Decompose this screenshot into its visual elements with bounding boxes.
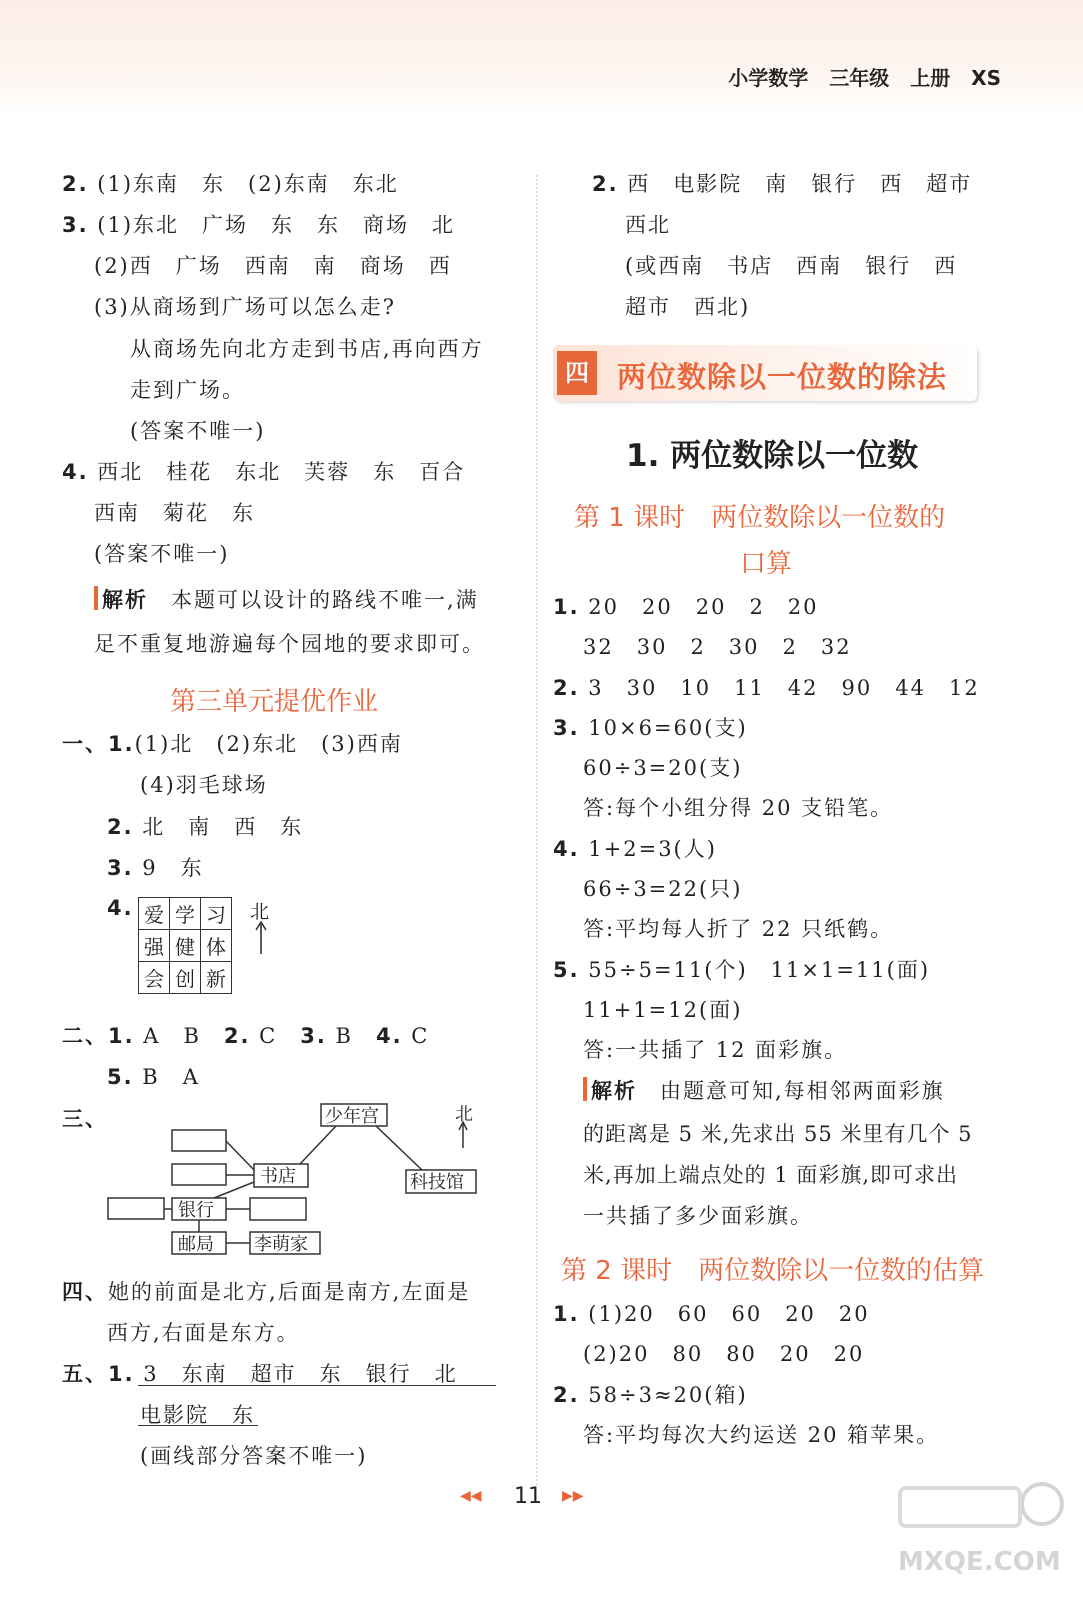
answer-line: 4. 西北 桂花 东北 芙蓉 东 百合: [62, 460, 466, 484]
answer-line: 西方,右面是东方。: [107, 1321, 300, 1345]
answer-line: 西北: [625, 213, 671, 237]
underline: [138, 1385, 496, 1386]
answer-line: 电影院 东: [140, 1403, 255, 1427]
route-map: [104, 1098, 494, 1258]
unit-title: 1. 两位数除以一位数: [626, 438, 919, 474]
answer-line: 答:平均每人折了 22 只纸鹤。: [583, 917, 894, 941]
header-edition: XS: [971, 66, 1001, 90]
answer-line: 5. B A: [107, 1065, 200, 1089]
answer-line: 二、1. A B 2. C 3. B 4. C: [62, 1024, 430, 1048]
answer-line: 超市 西北): [625, 295, 751, 319]
answer-line: 答:平均每次大约运送 20 箱苹果。: [583, 1423, 940, 1447]
lesson-title: 第 2 课时 两位数除以一位数的估算: [561, 1256, 985, 1286]
page-number: 11: [514, 1484, 542, 1509]
watermark-logo: [892, 1480, 1064, 1580]
analysis-line: 解析 本题可以设计的路线不唯一,满: [94, 584, 479, 614]
map-label-shaoniangong: 少年宫: [325, 1106, 379, 1127]
analysis-line: 一共插了多少面彩旗。: [583, 1204, 813, 1228]
answer-line: (3)从商场到广场可以怎么走?: [94, 295, 397, 319]
answer-note: (画线部分答案不唯一): [140, 1444, 368, 1468]
grid-cell: 新: [201, 962, 232, 994]
answer-line: 66÷3=22(只): [583, 877, 743, 901]
answer-line: 2. 3 30 10 11 42 90 44 12: [553, 676, 980, 700]
chapter-number: 四: [557, 351, 597, 395]
answer-line: 3. 9 东: [107, 856, 204, 880]
answer-line: 五、1. 3 东南 超市 东 银行 北: [62, 1362, 458, 1386]
grid-cell: 强: [139, 930, 170, 962]
next-arrow-icon: ▶▶: [562, 1488, 584, 1504]
map-label-yinhang: 银行: [178, 1200, 214, 1221]
answer-line: 3. 10×6=60(支): [553, 716, 748, 740]
header-volume: 上册: [910, 66, 951, 90]
grid-cell: 健: [170, 930, 201, 962]
analysis-line: 的距离是 5 米,先求出 55 米里有几个 5: [583, 1122, 973, 1146]
answer-line: 从商场先向北方走到书店,再向西方: [130, 337, 484, 361]
answer-line: 1. (1)20 60 60 20 20: [553, 1302, 870, 1326]
chapter-title: 两位数除以一位数的除法: [617, 360, 948, 394]
top-banner: [0, 0, 1083, 118]
answer-line: 2. 58÷3≈20(箱): [553, 1383, 748, 1407]
answer-line: 2. 北 南 西 东: [107, 815, 304, 839]
analysis-bar: [94, 586, 98, 610]
answer-line: 2. 西 电影院 南 银行 西 超市: [592, 172, 973, 196]
lesson-title-cont: 口算: [740, 549, 793, 579]
character-grid: [138, 897, 232, 994]
map-label-kejiguan: 科技馆: [410, 1172, 464, 1193]
answer-line: 5. 55÷5=11(个) 11×1=11(面): [553, 958, 931, 982]
answer-line: 11+1=12(面): [583, 998, 743, 1022]
analysis-label: 解析: [591, 1079, 637, 1103]
answer-line: 1. 20 20 20 2 20: [553, 595, 819, 619]
grid-cell: 创: [170, 962, 201, 994]
answer-line: 2. (1)东南 东 (2)东南 东北: [62, 172, 399, 196]
answer-line: 32 30 2 30 2 32: [583, 635, 852, 659]
analysis-line: 足不重复地游遍每个园地的要求即可。: [94, 632, 485, 656]
map-label-youju: 邮局: [178, 1234, 214, 1255]
question-number: 4.: [107, 896, 134, 920]
question-number: 三、: [62, 1107, 108, 1131]
lesson-title: 第 1 课时 两位数除以一位数的: [574, 503, 946, 533]
column-divider: [536, 175, 538, 1485]
answer-line: 一、1.(1)北 (2)东北 (3)西南: [62, 732, 403, 756]
underline: [138, 1425, 258, 1426]
answer-line: (4)羽毛球场: [140, 773, 268, 797]
answer-line: 4. 1+2=3(人): [553, 837, 717, 861]
answer-line: 答:每个小组分得 20 支铅笔。: [583, 796, 894, 820]
answer-note: (答案不唯一): [130, 419, 266, 443]
section-title: 第三单元提优作业: [170, 687, 379, 717]
north-label: 北: [250, 901, 272, 923]
grid-cell: 爱: [139, 898, 170, 930]
answer-line: 3. (1)东北 广场 东 东 商场 北: [62, 213, 456, 237]
analysis-label: 解析: [102, 588, 148, 612]
answer-line: 走到广场。: [130, 378, 245, 402]
analysis-line: 解析 由题意可知,每相邻两面彩旗: [583, 1075, 945, 1105]
grid-cell: 学: [170, 898, 201, 930]
map-label-limengjia: 李萌家: [254, 1234, 308, 1255]
analysis-line: 米,再加上端点处的 1 面彩旗,即可求出: [583, 1163, 959, 1187]
answer-line: 西南 菊花 东: [94, 501, 255, 525]
map-north-label: 北: [455, 1104, 473, 1125]
answer-line: 四、她的前面是北方,后面是南方,左面是: [62, 1280, 471, 1304]
north-arrow-icon: [254, 920, 268, 956]
analysis-bar: [583, 1077, 587, 1101]
header-grade: 三年级: [829, 66, 890, 90]
answer-note: (答案不唯一): [94, 542, 230, 566]
watermark-text: MXQE.COM: [898, 1547, 1061, 1577]
grid-cell: 体: [201, 930, 232, 962]
map-label-shudian: 书店: [260, 1166, 296, 1187]
answer-line: (或西南 书店 西南 银行 西: [625, 254, 958, 278]
grid-cell: 习: [201, 898, 232, 930]
answer-line: 60÷3=20(支): [583, 756, 743, 780]
chapter-banner: [553, 345, 977, 401]
page-header: [728, 62, 1001, 91]
prev-arrow-icon: ◀◀: [460, 1488, 482, 1504]
answer-line: (2)西 广场 西南 南 商场 西: [94, 254, 452, 278]
header-subject: 小学数学: [728, 66, 809, 90]
answer-line: 答:一共插了 12 面彩旗。: [583, 1038, 848, 1062]
grid-cell: 会: [139, 962, 170, 994]
answer-line: (2)20 80 80 20 20: [583, 1342, 865, 1366]
